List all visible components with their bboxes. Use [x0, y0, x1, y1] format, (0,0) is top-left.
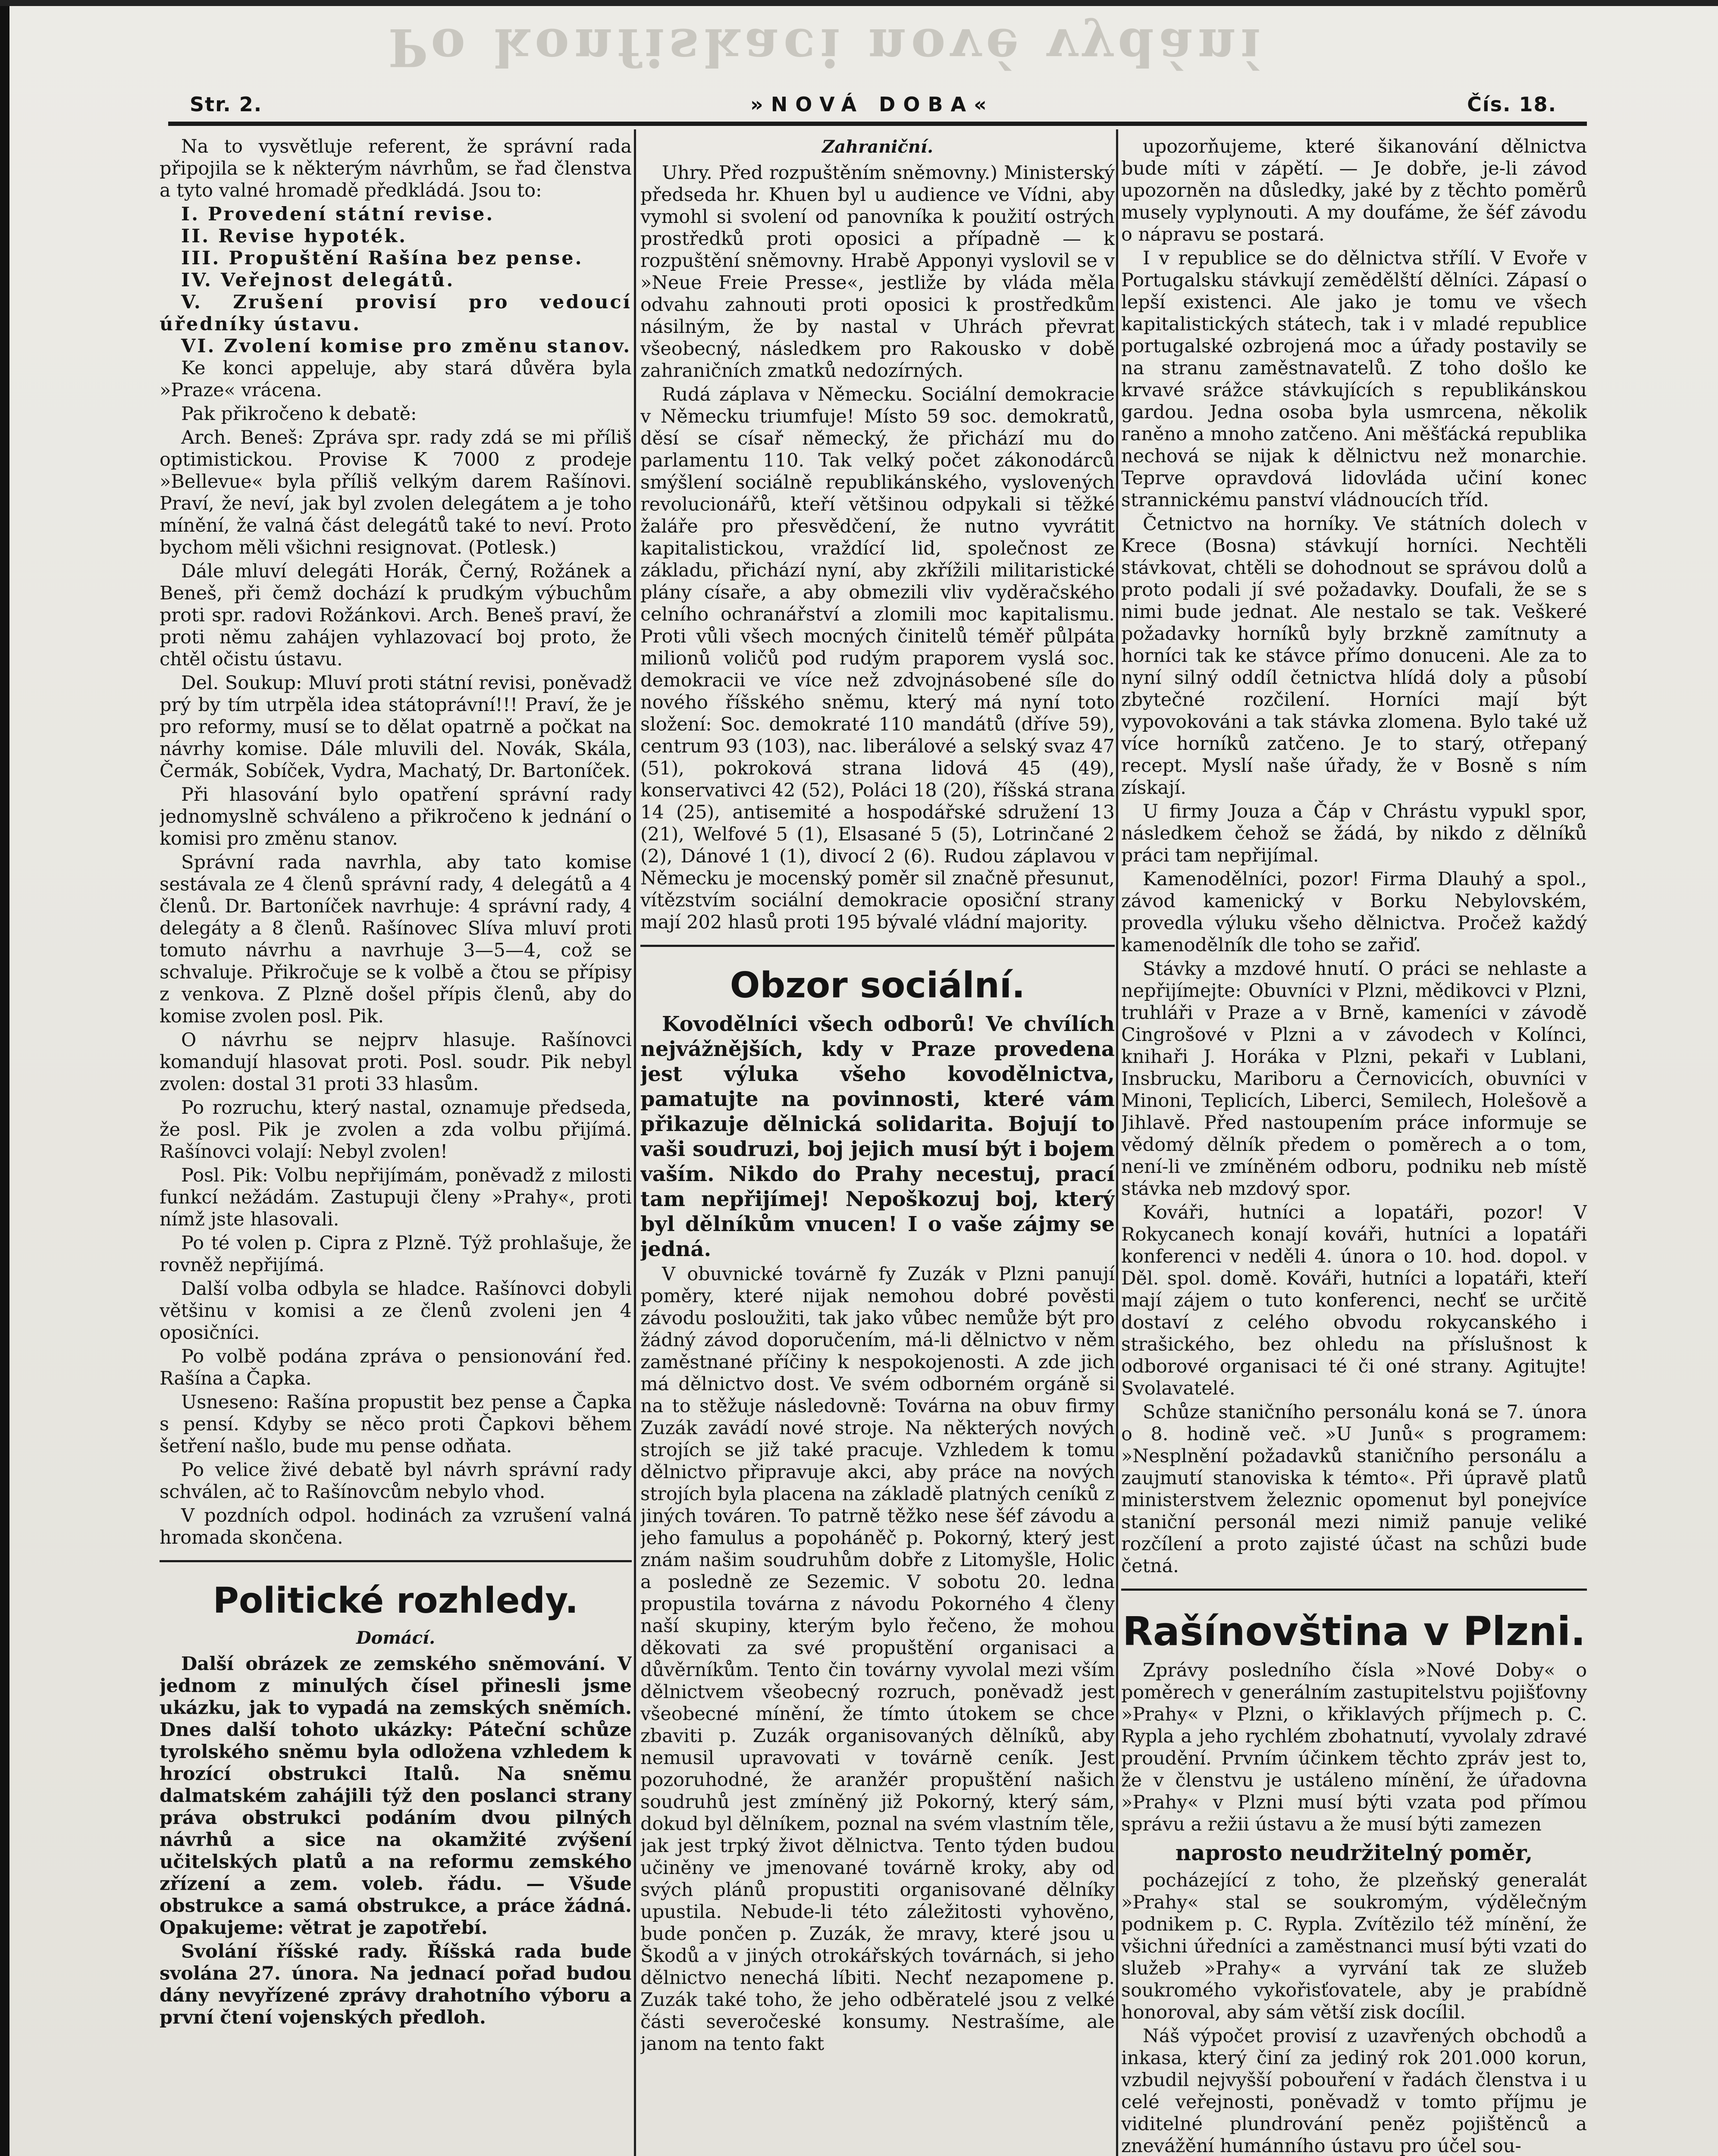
paragraph: Na to vysvětluje referent, že správní rada připojila se k některým návrhům, se řad členstva a tyto valné hromadě předkládá. Jsou to: [160, 136, 632, 201]
column-divider [634, 129, 636, 2156]
subheading-zahranicni: Zahraniční. [821, 137, 934, 157]
paragraph: Po velice živé debatě byl návrh správní rady schválen, ač to Rašínovcům nebylo vhod. [160, 1459, 632, 1503]
page-header [168, 93, 1578, 119]
centered-emphasis: naprosto neudržitelný poměr, [1175, 1840, 1533, 1865]
paragraph: Po rozruchu, který nastal, oznamuje předseda, že posl. Pik je zvolen a zda volbu přijímá. Rašínovci volají: Nebyl zvolen! [160, 1097, 632, 1163]
list-item: VI. Zvolení komise pro změnu stanov. [181, 335, 632, 357]
section-heading-rasinovstina: Rašínovština v Plzni. [1122, 1608, 1586, 1655]
issue-number: Čís. 18. [1467, 93, 1557, 116]
appeal-paragraph: Kovodělníci všech odborů! Ve chvílích nejvážnějších, kdy v Praze provedena jest výluka všeho kovodělnictva, pamatujte na povinnosti, které vám přikazuje dělnická solidarita. Bojují to vaši soudruzi, boj jejich musí být i bojem vaším. Nikdo do Prahy necestuj, prací tam nepřijímej! Nepoškozuj boj, který byl dělníkům vnucen! I o vaše zájmy se jedná. [640, 1012, 1115, 1261]
paragraph: Po té volen p. Cipra z Plzně. Týž prohlašuje, že rovněž nepřijímá. [160, 1232, 632, 1276]
paragraph: Posl. Pik: Volbu nepřijímám, poněvadž z milosti funkcí nežádám. Zastupuji členy »Prahy«, proti nímž jste hlasovali. [160, 1165, 632, 1230]
paragraph: upozorňujeme, které šikanování dělnictva bude míti v zápětí. — Je dobře, je-li závod upozorněn na důsledky, jaké by z těchto poměrů musely vyplynouti. A my doufáme, že šéf závodu o nápravu se postará. [1121, 136, 1587, 245]
scan-edge-top [0, 0, 1718, 6]
column-3 [1121, 136, 1587, 2156]
paragraph: Uhry. Před rozpuštěním sněmovny.) Ministerský předseda hr. Khuen byl u audience ve Vídni, aby vymohl si svolení od panovníka k použití ostrých prostředků proti oposici a případně — k rozpuštění sněmovny. Hrabě Apponyi vyslovil se v »Neue Freie Presse«, jestliže by vláda měla odvahu zahnouti proti oposici k prostředkům násilným, že by nastal v Uhrách převrat všeobecný, následkem pro Rakousko v době zahraničních zmatků nedozírných. [640, 162, 1115, 382]
bleed-through-text: Po konfiskaci nové vydání [388, 17, 1266, 78]
header-divider [168, 122, 1587, 126]
section-heading-politicke-rozhledy: Politické rozhledy. [213, 1580, 579, 1621]
paragraph: Stávky a mzdové hnutí. O práci se nehlaste a nepřijímejte: Obuvníci v Plzni, mědikovci v Plzni, truhláři v Praze a v Brně, kameníci v závodě Cingrošové v Plzni a v závodech v Kolínci, knihaři J. Horáka v Plzni, pekaři v Lublani, Insbrucku, Mariboru a Černovicích, obuvníci v Minoni, Teplicích, Liberci, Semilech, Holešově a Jihlavě. Před nastoupením práce informuje se vědomý dělník předem o poměrech a o tom, není-li ve zmíněném odboru, podniku neb místě stávka neb mzdový spor. [1121, 958, 1587, 1200]
column-1 [160, 136, 632, 2156]
paragraph: Schůze staničního personálu koná se 7. února o 8. hodině več. »U Junů« s programem: »Nesplnění požadavků staničního personálu a zaujmutí stanoviska k témto«. Při úpravě platů ministerstvem železnic opomenut byl ponejvíce staniční personál mezi nimiž panuje veliké rozčílení a proto zajisté účast na schůzi bude četná. [1121, 1401, 1587, 1577]
paragraph: O návrhu se nejprv hlasuje. Rašínovci komandují hlasovat proti. Posl. soudr. Pik nebyl zvolen: dostal 31 proti 33 hlasům. [160, 1029, 632, 1095]
paragraph: Rudá záplava v Německu. Sociální demokracie v Německu triumfuje! Místo 59 soc. demokratů, děsí se císař německý, že přichází mu do parlamentu 110. Tak velký počet zákonodárců smýšlení sociálně republikánského, vyslovených revolucionářů, kteří většinou odpykali si těžké žaláře pro přesvědčení, že nutno vyvrátit kapitalistickou, vraždící lid, společnost ze základu, přichází nyní, aby zkřížili militaristické plány císaře, a aby obmezili vliv vyděračského celního ochranářství a zlomili moc kapitalismu. Proti vůli všech mocných činitelů téměř půlpáta milionů voličů pod rudým praporem vyslá soc. demokracii ve více než zdvojnásobené síle do nového říšského sněmu, který má nyní toto složení: Soc. demokraté 110 mandátů (dříve 59), centrum 93 (103), nac. liberálové a selský svaz 47 (51), pokroková strana lidová 45 (49), konservativci 42 (52), Poláci 18 (20), říšská strana 14 (25), antisemité a hospodářské sdružení 13 (21), Welfové 5 (1), Elsasané 5 (5), Lotrinčané 2 (2), Dánové 1 (1), divocí 2 (6). Rudou záplavou v Německu je mocenský poměr sil značně přesunut, vítězstvím sociální demokracie oposiční strany mají 202 hlasů proti 195 bývalé vládní majority. [640, 384, 1115, 933]
page-number: Str. 2. [190, 93, 263, 116]
list-item: I. Provedení státní revise. [181, 204, 495, 225]
paragraph: I v republice se do dělnictva střílí. V Evoře v Portugalsku stávkují zemědělští dělníci. Zápasí o lepší existenci. Ale jako je tomu ve všech kapitalistických státech, tak i v mladé republice portugalské ozbrojená moc a úřady postavily se na stranu zaměstnavatelů. Z toho došlo ke krvavé srážce stávkujících s republikánskou gardou. Jedna osoba byla usmrcena, několik raněno a mnoho zatčeno. Ani měšťácká republika nechová se nijak k dělnictvu než monarchie. Teprve opravdová lidovláda učiní konec strannickému panství vládnoucích tříd. [1121, 248, 1587, 511]
paragraph: pocházející z toho, že plzeňský generalát »Prahy« stal se soukromým, výdělečným podnikem p. C. Rypla. Zvítězilo též mínění, že všichni úředníci a zaměstnanci musí býti vzati do služeb »Prahy« a vyrvání tak ze služeb soukromého vykořisťovatele, aby je prabídně honoroval, aby sám větší zisk docílil. [1121, 1870, 1587, 2023]
paragraph: Správní rada navrhla, aby tato komise sestávala ze 4 členů správní rady, 4 delegátů a 4 členů. Dr. Bartoníček navrhuje: 4 správní rady, 4 delegáty a 8 členů. Rašínovec Slíva mluví proti tomuto návrhu a navrhuje 3—5—4, což se schvaluje. Přikročuje se k volbě a čtou se přípisy z venkova. Z Plzně došel přípis členů, aby do komise zvolen posl. Pik. [160, 852, 632, 1027]
paragraph: Po volbě podána zpráva o pensionování řed. Rašína a Čapka. [160, 1346, 632, 1389]
column-divider [1116, 129, 1118, 2156]
section-divider [160, 1560, 632, 1562]
proposal-list [160, 204, 632, 357]
paragraph: Arch. Beneš: Zpráva spr. rady zdá se mi příliš optimistickou. Provise K 7000 z prodeje »Bellevue« byla příliš velkým darem Rašínovi. Praví, že neví, jak byl zvolen delegátem a je toho mínění, že valná část delegátů také to neví. Proto bychom měli všichni resignovat. (Potlesk.) [160, 427, 632, 558]
paragraph: Další volba odbyla se hladce. Rašínovci dobyli většinu v komisi a ze členů zvoleni jen 4 oposičníci. [160, 1278, 632, 1344]
paragraph: Náš výpočet provisí z uzavřených obchodů a inkasa, který činí za jediný rok 201.000 korun, vzbudil nejvyšší pobouření v řadách členstva i u celé veřejnosti, poněvadž v tomto příjmu je viditelné plundrování peněz pojištěnců a znevážění humánního ústavu pro účel sou- [1121, 2025, 1587, 2156]
list-item: V. Zrušení provisí pro vedoucí úředníky ústavu. [160, 291, 632, 335]
paragraph: Při hlasování bylo opatření správní rady jednomyslně schváleno a přikročeno k jednání o komisi pro změnu stanov. [160, 784, 632, 849]
paragraph: Del. Soukup: Mluví proti státní revisi, poněvadž prý by tím utrpěla idea státoprávní!!! Praví, že je pro reformy, musí se to dělat opatrně a počkat na návrhy komise. Dále mluvili del. Novák, Skála, Čermák, Sobíček, Vydra, Machatý, Dr. Bartoníček. [160, 672, 632, 782]
paragraph: U firmy Jouza a Čáp v Chrástu vypukl spor, následkem čehož se žádá, by nikdo z dělníků práci tam nepřijímal. [1121, 801, 1587, 866]
list-item: IV. Veřejnost delegátů. [181, 270, 455, 291]
paragraph: Kováři, hutníci a lopatáři, pozor! V Rokycanech konají kováři, hutníci a lopatáři konferenci v neděli 4. února o 10. hod. dopol. v Děl. spol. domě. Kováři, hutníci a lopatáři, kteří mají zájem o tuto konferenci, nechť se určitě dostaví z celého obvodu rokycanského i strašického, bez ohledu na příslušnost k odborové organisaci té či oné strany. Agitujte! Svolavatelé. [1121, 1202, 1587, 1399]
paragraph: Dále mluví delegáti Horák, Černý, Rožánek a Beneš, při čemž dochází k prudkým výbuchům proti spr. radovi Rožánkovi. Arch. Beneš praví, že proti němu zahájen vyhlazovací boj proto, že chtěl očistu ústavu. [160, 561, 632, 670]
scan-edge-left [0, 0, 9, 2156]
paragraph: Ke konci appeluje, aby stará důvěra byla »Praze« vrácena. [160, 357, 632, 401]
paragraph: Další obrázek ze zemského sněmování. V jednom z minulých čísel přinesli jsme ukázku, jak to vypadá na zemských sněmích. Dnes další tohoto ukázky: Páteční schůze tyrolského sněmu byla odložena vzhledem k hrozící obstrukci Italů. Na sněmu dalmatském zahájili týž den poslanci strany práva obstrukci podáním dvou pilných návrhů a sice na okamžité zvýšení učitelských platů a na reformu zemského zřízení a zem. voleb. řádu. — Všude obstrukce a samá obstrukce, a práce žádná. Opakujeme: větrat je zapotřebí. [160, 1653, 632, 1939]
section-divider [1121, 1589, 1587, 1591]
paragraph: V pozdních odpol. hodinách za vzrušení valná hromada skončena. [160, 1505, 632, 1548]
subheading-domaci: Domácí. [356, 1628, 436, 1648]
paragraph: Usneseno: Rašína propustit bez pense a Čapka s pensí. Kdyby se něco proti Čapkovi během šetření našlo, bude mu pense odňata. [160, 1391, 632, 1457]
masthead-title: »NOVÁ DOBA« [750, 93, 994, 116]
paragraph: Četnictvo na horníky. Ve státních dolech v Krece (Bosna) stávkují horníci. Nechtěli stávkovat, chtěli se dohodnout se správou dolů a proto podali jí své požadavky. Doufali, že se s nimi bude jednat. Ale nestalo se tak. Veškeré požadavky horníků byly brzkně zamítnuty a horníci tak ke stávce přímo donuceni. Ale za to nyní silný oddíl četnictva hlídá doly a působí zbytečné rozčilení. Horníci mají být vypovokováni a tak stávka zlomena. Bylo také už více horníků zatčeno. Je to starý, otřepaný recept. Myslí naše úřady, že v Bosně s ním získají. [1121, 513, 1587, 799]
section-divider [640, 945, 1115, 947]
paragraph: Svolání říšské rady. Říšská rada bude svolána 27. února. Na jednací pořad budou dány nevyřízené zprávy drahotního výboru a první čtení vojenských předloh. [160, 1941, 632, 2028]
section-heading-obzor-socialni: Obzor sociální. [730, 965, 1025, 1006]
list-item: II. Revise hypoték. [181, 226, 408, 247]
paragraph: Kamenodělníci, pozor! Firma Dlauhý a spol., závod kamenický v Borku Nebylovském, provedla výluku všeho dělnictva. Pročež každý kamenodělník dle toho se zařiď. [1121, 868, 1587, 956]
list-item: III. Propuštění Rašína bez pense. [181, 248, 583, 269]
column-2 [640, 136, 1115, 2156]
paragraph: Zprávy posledního čísla »Nové Doby« o poměrech v generálním zastupitelstvu pojišťovny »Prahy« v Plzni, o křiklavých příjmech p. C. Rypla a jeho rychlém zbohatnutí, vyvolaly zdravé proudění. Prvním účinkem těchto zpráv jest to, že v členstvu je ustáleno mínění, že úřadovna »Prahy« v Plzni musí býti vzata pod přímou správu a režii ústavu a že musí býti zamezen [1121, 1660, 1587, 1835]
paragraph: V obuvnické továrně fy Zuzák v Plzni panují poměry, které nijak nemohou dobré pověsti závodu posloužiti, tak jako vůbec nemůže být pro žádný závod doporučením, má-li dělnictvo v něm zaměstnané příčiny k nespokojenosti. A zde jich má dělnictvo dost. Ve svém odborném orgáně si na to stěžuje následovně: Továrna na obuv firmy Zuzák zavádí nové stroje. Na některých nových strojích se již také pracuje. Vzhledem k tomu dělnictvo připravuje akci, aby práce na nových strojích byla placena na základě platných ceníků z jiných továren. To patrně těžko nese šéf závodu a jeho famulus a popoháněč p. Pokorný, který jest znám našim soudruhům dobře z Litomyšle, Holic a posledně ze Sezemic. V sobotu 20. ledna propustila továrna z návodu Pokorného 4 členy naší skupiny, kterým bylo řečeno, že mohou děkovati za své propuštění organisaci a důvěrníkům. Tento čin továrny vyvolal mezi vším dělnictvem všeobecný rozruch, poněvadž jest všeobecné mínění, že tímto útokem se chce zbaviti p. Zuzák organisovaných dělníků, aby nemusil upravovati v továrně ceník. Jest pozoruhodné, že aranžér propuštění našich soudruhů jest zmíněný již Pokorný, který sám, dokud byl dělníkem, poznal na svém vlastním těle, jak jest trpký život dělnictva. Tento týden budou učiněny ve jmenované továrně kroky, aby od svých plánů propustiti organisované dělníky upustila. Nebude-li této záležitosti vyhověno, bude pončen p. Zuzák, že mravy, které jsou u Škodů a v jiných otrokářských továrnách, si jeho dělnictvo nenechá líbiti. Nechť nezapomene p. Zuzák také toho, že jeho odběratelé jsou z velké části severočeské konsumy. Nestrašíme, ale janom na tento fakt [640, 1263, 1115, 2055]
paragraph: Pak přikročeno k debatě: [181, 403, 417, 425]
